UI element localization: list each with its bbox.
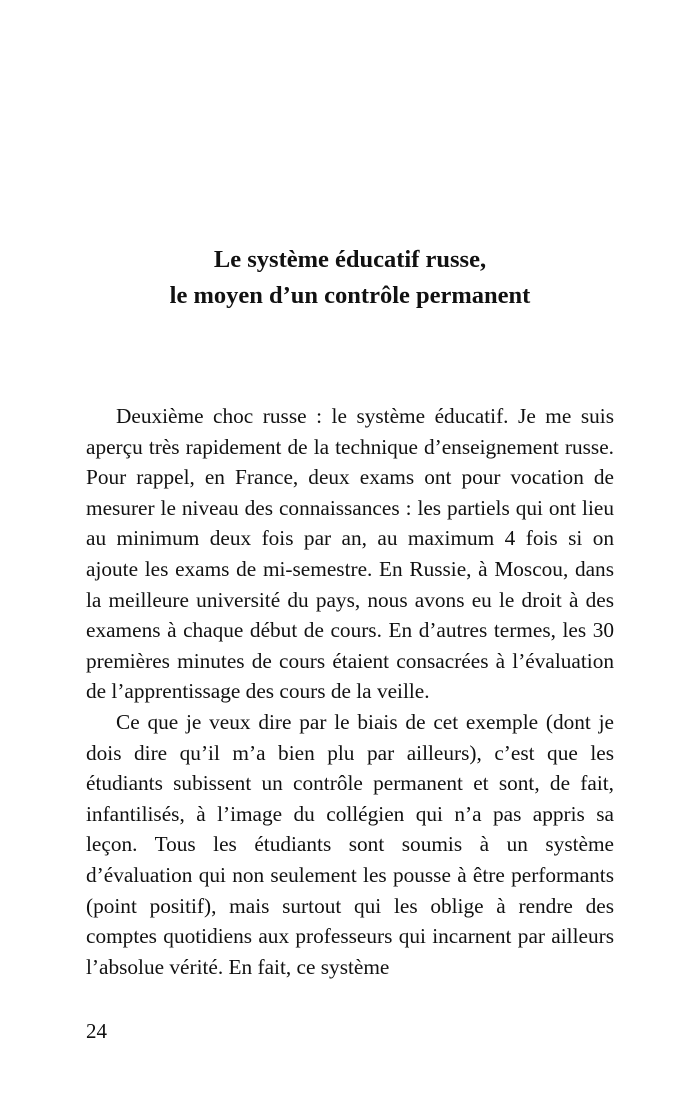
paragraph-1: Deuxième choc russe : le système éducatif. Je me suis aperçu très rapidement de la technique d’enseignement russe. Pour rappel, en France, deux exams ont pour vocation de mesurer le niveau des connaissances : les partiels qui ont lieu au minimum deux fois par an, au maximum 4 fois si on ajoute les exams de mi-semestre. En Russie, à Moscou, dans la meilleure université du pays, nous avons eu le droit à des examens à chaque début de cours. En d’autres termes, les 30 premières minutes de cours étaient consacrées à l’évaluation de l’apprentissage des cours de la veille.: [86, 404, 614, 704]
page-number: 24: [86, 1019, 107, 1043]
body-text: [86, 401, 614, 982]
paragraph-2: Ce que je veux dire par le biais de cet exemple (dont je dois dire qu’il m’a bien plu par ailleurs), c’est que les étudiants subissent un contrôle permanent et sont, de fait, infantilisés, à l’image du collégien qui n’a pas appris sa leçon. Tous les étudiants sont soumis à un système d’évaluation qui non seulement les pousse à être performants (point positif), mais surtout qui les oblige à rendre des comptes quotidiens aux professeurs qui incarnent par ailleurs l’absolue vérité. En fait, ce système: [86, 709, 614, 979]
chapter-title-line-2: le moyen d’un contrôle permanent: [169, 282, 531, 309]
chapter-title-line-1: Le système éducatif russe,: [213, 246, 487, 273]
chapter-title: [0, 242, 700, 314]
